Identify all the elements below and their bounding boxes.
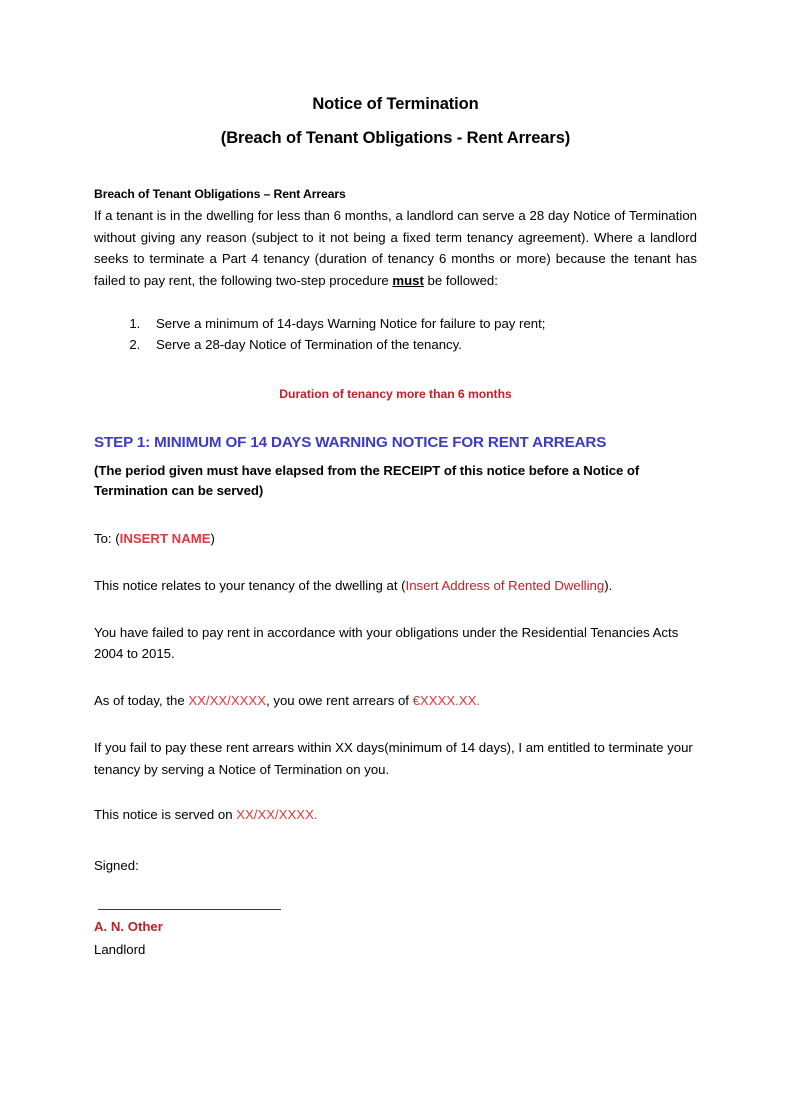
document-title-line-1: Notice of Termination — [312, 95, 479, 113]
duration-of-tenancy-note: Duration of tenancy more than 6 months — [279, 386, 512, 401]
address-line-suffix: ). — [604, 577, 613, 593]
signature-role: Landlord — [94, 941, 146, 957]
to-line — [94, 528, 697, 549]
arrears-line — [94, 690, 697, 711]
arrears-line-prefix: As of today, the — [94, 693, 189, 709]
section-label-breach-of-tenant-obligations: Breach of Tenant Obligations – Rent Arrears — [94, 187, 346, 201]
failed-to-pay-rent-paragraph: You have failed to pay rent in accordance with your obligations under the Residential Tenancies Acts 2004 to 2015. — [94, 625, 679, 662]
intro-paragraph-part-1: If a tenant is in the dwelling for less than 6 months, a landlord can serve a 28 day Notice of Termination without giving any reason (subject to it not being a fixed term tenancy agreement). Where a landlord seeks to terminate a Part 4 tenancy (duration of tenancy 6 months or more) because the tenant has failed to pay rent, the following two-step procedure — [94, 208, 697, 288]
address-line — [94, 575, 697, 596]
list-item: 1. Serve a minimum of 14-days Warning Notice for failure to pay rent; — [144, 313, 697, 334]
signature-name[interactable]: A. N. Other — [94, 918, 163, 934]
to-line-suffix: ) — [210, 530, 215, 546]
served-line — [94, 804, 697, 825]
signed-label: Signed: — [94, 857, 139, 873]
document-content — [94, 96, 697, 960]
intro-paragraph — [94, 205, 697, 291]
step-1-heading: STEP 1: MINIMUM OF 14 DAYS WARNING NOTICE FOR RENT ARREARS — [94, 433, 607, 451]
list-item: 2. Serve a 28-day Notice of Termination of the tenancy. — [144, 334, 697, 355]
termination-entitlement-paragraph: If you fail to pay these rent arrears within XX days(minimum of 14 days), I am entitled to terminate your tenancy by serving a Notice of Termination on you. — [94, 740, 693, 777]
document-title-line-2: (Breach of Tenant Obligations - Rent Arrears) — [220, 128, 571, 147]
receipt-period-note: (The period given must have elapsed from the RECEIPT of this notice before a Notice of Termination can be served) — [94, 462, 640, 499]
insert-name-placeholder[interactable]: INSERT NAME — [119, 530, 211, 546]
insert-address-placeholder[interactable]: Insert Address of Rented Dwelling — [405, 577, 605, 593]
served-date-placeholder[interactable]: XX/XX/XXXX. — [236, 806, 318, 822]
intro-paragraph-emphasis-must: must — [392, 272, 424, 288]
arrears-line-middle: , you owe rent arrears of — [266, 693, 413, 709]
address-line-prefix: This notice relates to your tenancy of the dwelling at ( — [94, 577, 406, 593]
signature-rule — [98, 909, 281, 910]
served-line-prefix: This notice is served on — [94, 806, 237, 822]
intro-paragraph-part-2: be followed: — [423, 272, 498, 288]
arrears-amount-placeholder[interactable]: €XXXX.XX. — [412, 693, 481, 709]
to-line-prefix: To: ( — [94, 530, 120, 546]
two-step-procedure-list — [94, 313, 697, 356]
arrears-date-placeholder[interactable]: XX/XX/XXXX — [188, 693, 267, 709]
